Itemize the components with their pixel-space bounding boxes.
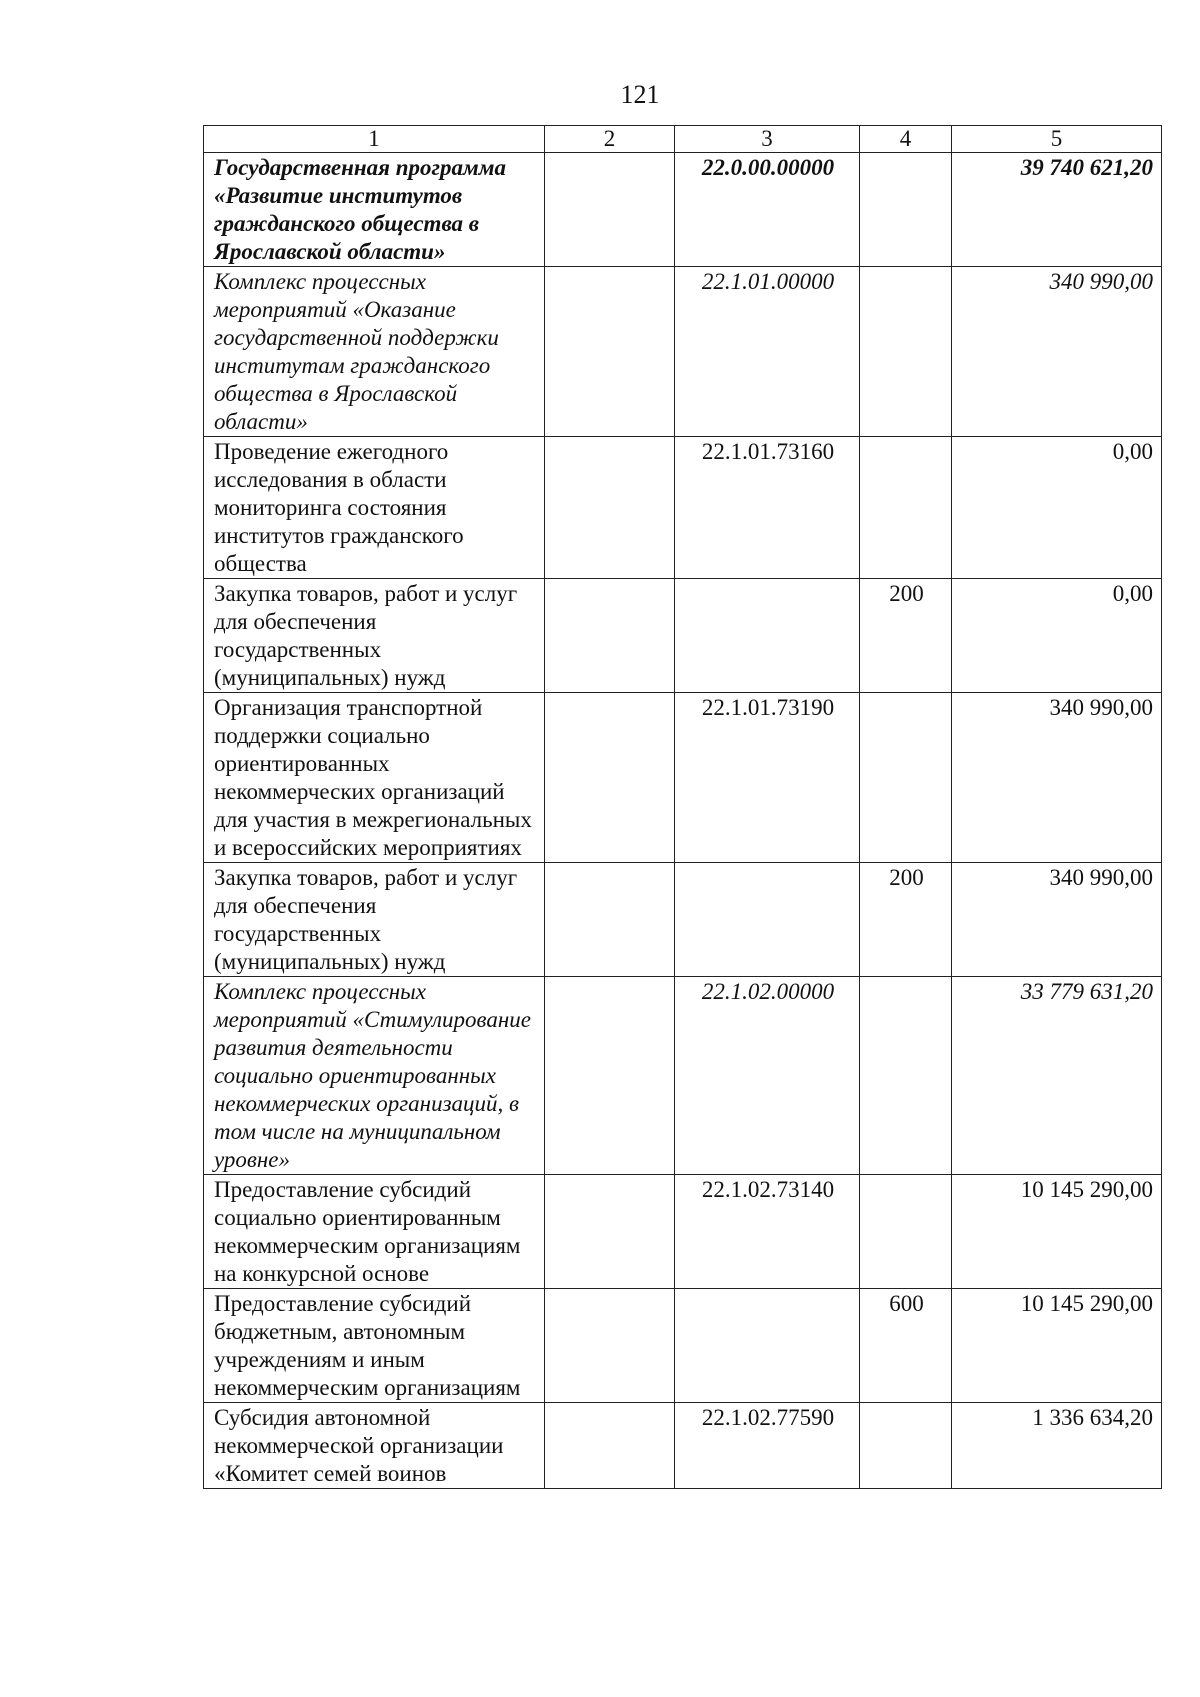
row-code: 22.0.00.00000	[675, 153, 860, 267]
row-amount: 1 336 634,20	[952, 1403, 1162, 1489]
page-number: 121	[620, 80, 660, 109]
row-amount: 340 990,00	[952, 267, 1162, 437]
row-name: Проведение ежегодного исследования в области мониторинга состояния институтов гражданского общества	[204, 437, 545, 579]
row-expense-type	[860, 267, 952, 437]
row-name: Государственная программа «Развитие институтов гражданского общества в Ярославской области»	[204, 153, 545, 267]
row-expense-type: 200	[860, 863, 952, 977]
row-col2	[545, 1175, 675, 1289]
table-row	[204, 977, 1162, 1175]
row-expense-type	[860, 693, 952, 863]
row-name: Предоставление субсидий социально ориентированным некоммерческим организациям на конкурсной основе	[204, 1175, 545, 1289]
row-amount: 39 740 621,20	[952, 153, 1162, 267]
row-expense-type: 200	[860, 579, 952, 693]
row-col2	[545, 1289, 675, 1403]
row-code	[675, 579, 860, 693]
row-col2	[545, 579, 675, 693]
row-code: 22.1.01.73160	[675, 437, 860, 579]
budget-table	[203, 125, 1162, 1489]
row-name: Субсидия автономной некоммерческой организации «Комитет семей воинов	[204, 1403, 545, 1489]
row-expense-type	[860, 437, 952, 579]
column-header-1: 1	[204, 126, 545, 153]
row-amount: 0,00	[952, 437, 1162, 579]
row-name: Комплекс процессных мероприятий «Стимулирование развития деятельности социально ориентированных некоммерческих организаций, в том числе на муниципальном уровне»	[204, 977, 545, 1175]
row-expense-type: 600	[860, 1289, 952, 1403]
table-row	[204, 437, 1162, 579]
column-header-3: 3	[675, 126, 860, 153]
table-row	[204, 267, 1162, 437]
column-header-2: 2	[545, 126, 675, 153]
row-amount: 10 145 290,00	[952, 1289, 1162, 1403]
row-expense-type	[860, 977, 952, 1175]
row-col2	[545, 977, 675, 1175]
row-name: Предоставление субсидий бюджетным, автономным учреждениям и иным некоммерческим организациям	[204, 1289, 545, 1403]
column-header-5: 5	[952, 126, 1162, 153]
row-code	[675, 863, 860, 977]
table-row	[204, 1175, 1162, 1289]
row-code: 22.1.01.73190	[675, 693, 860, 863]
row-code: 22.1.01.00000	[675, 267, 860, 437]
row-name: Комплекс процессных мероприятий «Оказание государственной поддержки институтам гражданского общества в Ярославской области»	[204, 267, 545, 437]
row-expense-type	[860, 1403, 952, 1489]
row-expense-type	[860, 1175, 952, 1289]
row-col2	[545, 437, 675, 579]
row-name: Закупка товаров, работ и услуг для обеспечения государственных (муниципальных) нужд	[204, 863, 545, 977]
row-name: Организация транспортной поддержки социально ориентированных некоммерческих организаций для участия в межрегиональных и всероссийских мероприятиях	[204, 693, 545, 863]
table-row	[204, 1403, 1162, 1489]
row-code: 22.1.02.73140	[675, 1175, 860, 1289]
row-amount: 10 145 290,00	[952, 1175, 1162, 1289]
table-header-row	[204, 126, 1162, 153]
row-amount: 33 779 631,20	[952, 977, 1162, 1175]
row-amount: 0,00	[952, 579, 1162, 693]
row-col2	[545, 1403, 675, 1489]
row-code: 22.1.02.00000	[675, 977, 860, 1175]
table-row	[204, 579, 1162, 693]
table-row	[204, 863, 1162, 977]
row-col2	[545, 863, 675, 977]
table-row	[204, 1289, 1162, 1403]
row-code: 22.1.02.77590	[675, 1403, 860, 1489]
row-amount: 340 990,00	[952, 693, 1162, 863]
row-col2	[545, 153, 675, 267]
table-row	[204, 153, 1162, 267]
row-expense-type	[860, 153, 952, 267]
row-col2	[545, 267, 675, 437]
row-name: Закупка товаров, работ и услуг для обеспечения государственных (муниципальных) нужд	[204, 579, 545, 693]
row-col2	[545, 693, 675, 863]
table-row	[204, 693, 1162, 863]
row-code	[675, 1289, 860, 1403]
row-amount: 340 990,00	[952, 863, 1162, 977]
column-header-4: 4	[860, 126, 952, 153]
